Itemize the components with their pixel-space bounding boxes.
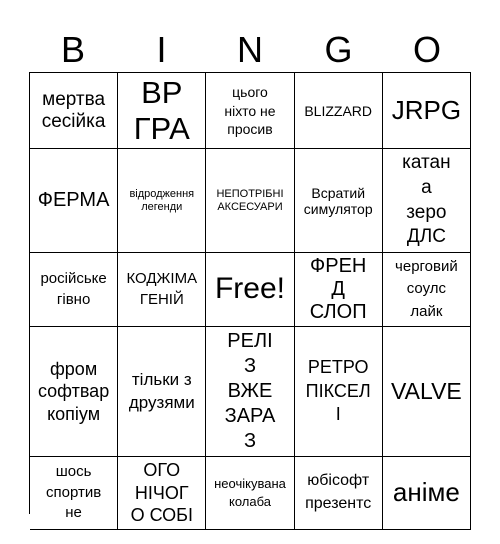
bingo-cell[interactable]: шось спортивне: [30, 457, 118, 530]
bingo-cell[interactable]: BLIZZARD: [295, 73, 383, 149]
header-letter-b: B: [60, 29, 85, 70]
bingo-cell[interactable]: черговий соулс лайк: [383, 253, 471, 327]
free-cell[interactable]: Free!: [206, 253, 294, 327]
bingo-cell[interactable]: російське гівно: [30, 253, 118, 327]
bingo-cell[interactable]: НЕПОТРІБНІ АКСЕСУАРИ: [206, 149, 294, 253]
bingo-cell[interactable]: Всратий симулятор: [295, 149, 383, 253]
header-letter-i: I: [156, 29, 167, 70]
bingo-cell[interactable]: катана зеро ДЛС: [383, 149, 471, 253]
bingo-cell[interactable]: мертва сесійка: [30, 73, 118, 149]
header-letter-o: O: [412, 29, 441, 70]
bingo-cell[interactable]: JRPG: [383, 73, 471, 149]
bingo-cell[interactable]: РЕТРО ПІКСЕЛІ: [295, 327, 383, 457]
header-letter-g: G: [324, 29, 353, 70]
bingo-cell[interactable]: аніме: [383, 457, 471, 530]
bingo-grid: [29, 72, 471, 526]
bingo-cell[interactable]: VALVE: [383, 327, 471, 457]
bingo-cell[interactable]: відродження легенди: [118, 149, 206, 253]
bingo-cell[interactable]: неочікувана колаба: [206, 457, 294, 530]
bingo-cell[interactable]: ФРЕНД СЛОП: [295, 253, 383, 327]
bingo-cell[interactable]: КОДЖІМА ГЕНІЙ: [118, 253, 206, 327]
bingo-cell[interactable]: фром софтвар копіум: [30, 327, 118, 457]
bingo-cell[interactable]: РЕЛІЗ ВЖЕ ЗАРАЗ: [206, 327, 294, 457]
bingo-cell[interactable]: тільки з друзями: [118, 327, 206, 457]
bingo-cell[interactable]: ВР ГРА: [118, 73, 206, 149]
bingo-header: [29, 28, 471, 72]
bingo-cell[interactable]: ОГО НІЧОГО СОБІ: [118, 457, 206, 530]
bingo-cell[interactable]: цього ніхто не просив: [206, 73, 294, 149]
header-letter-n: N: [237, 29, 263, 70]
bingo-cell[interactable]: ФЕРМА: [30, 149, 118, 253]
bingo-cell[interactable]: юбісофт презентс: [295, 457, 383, 530]
